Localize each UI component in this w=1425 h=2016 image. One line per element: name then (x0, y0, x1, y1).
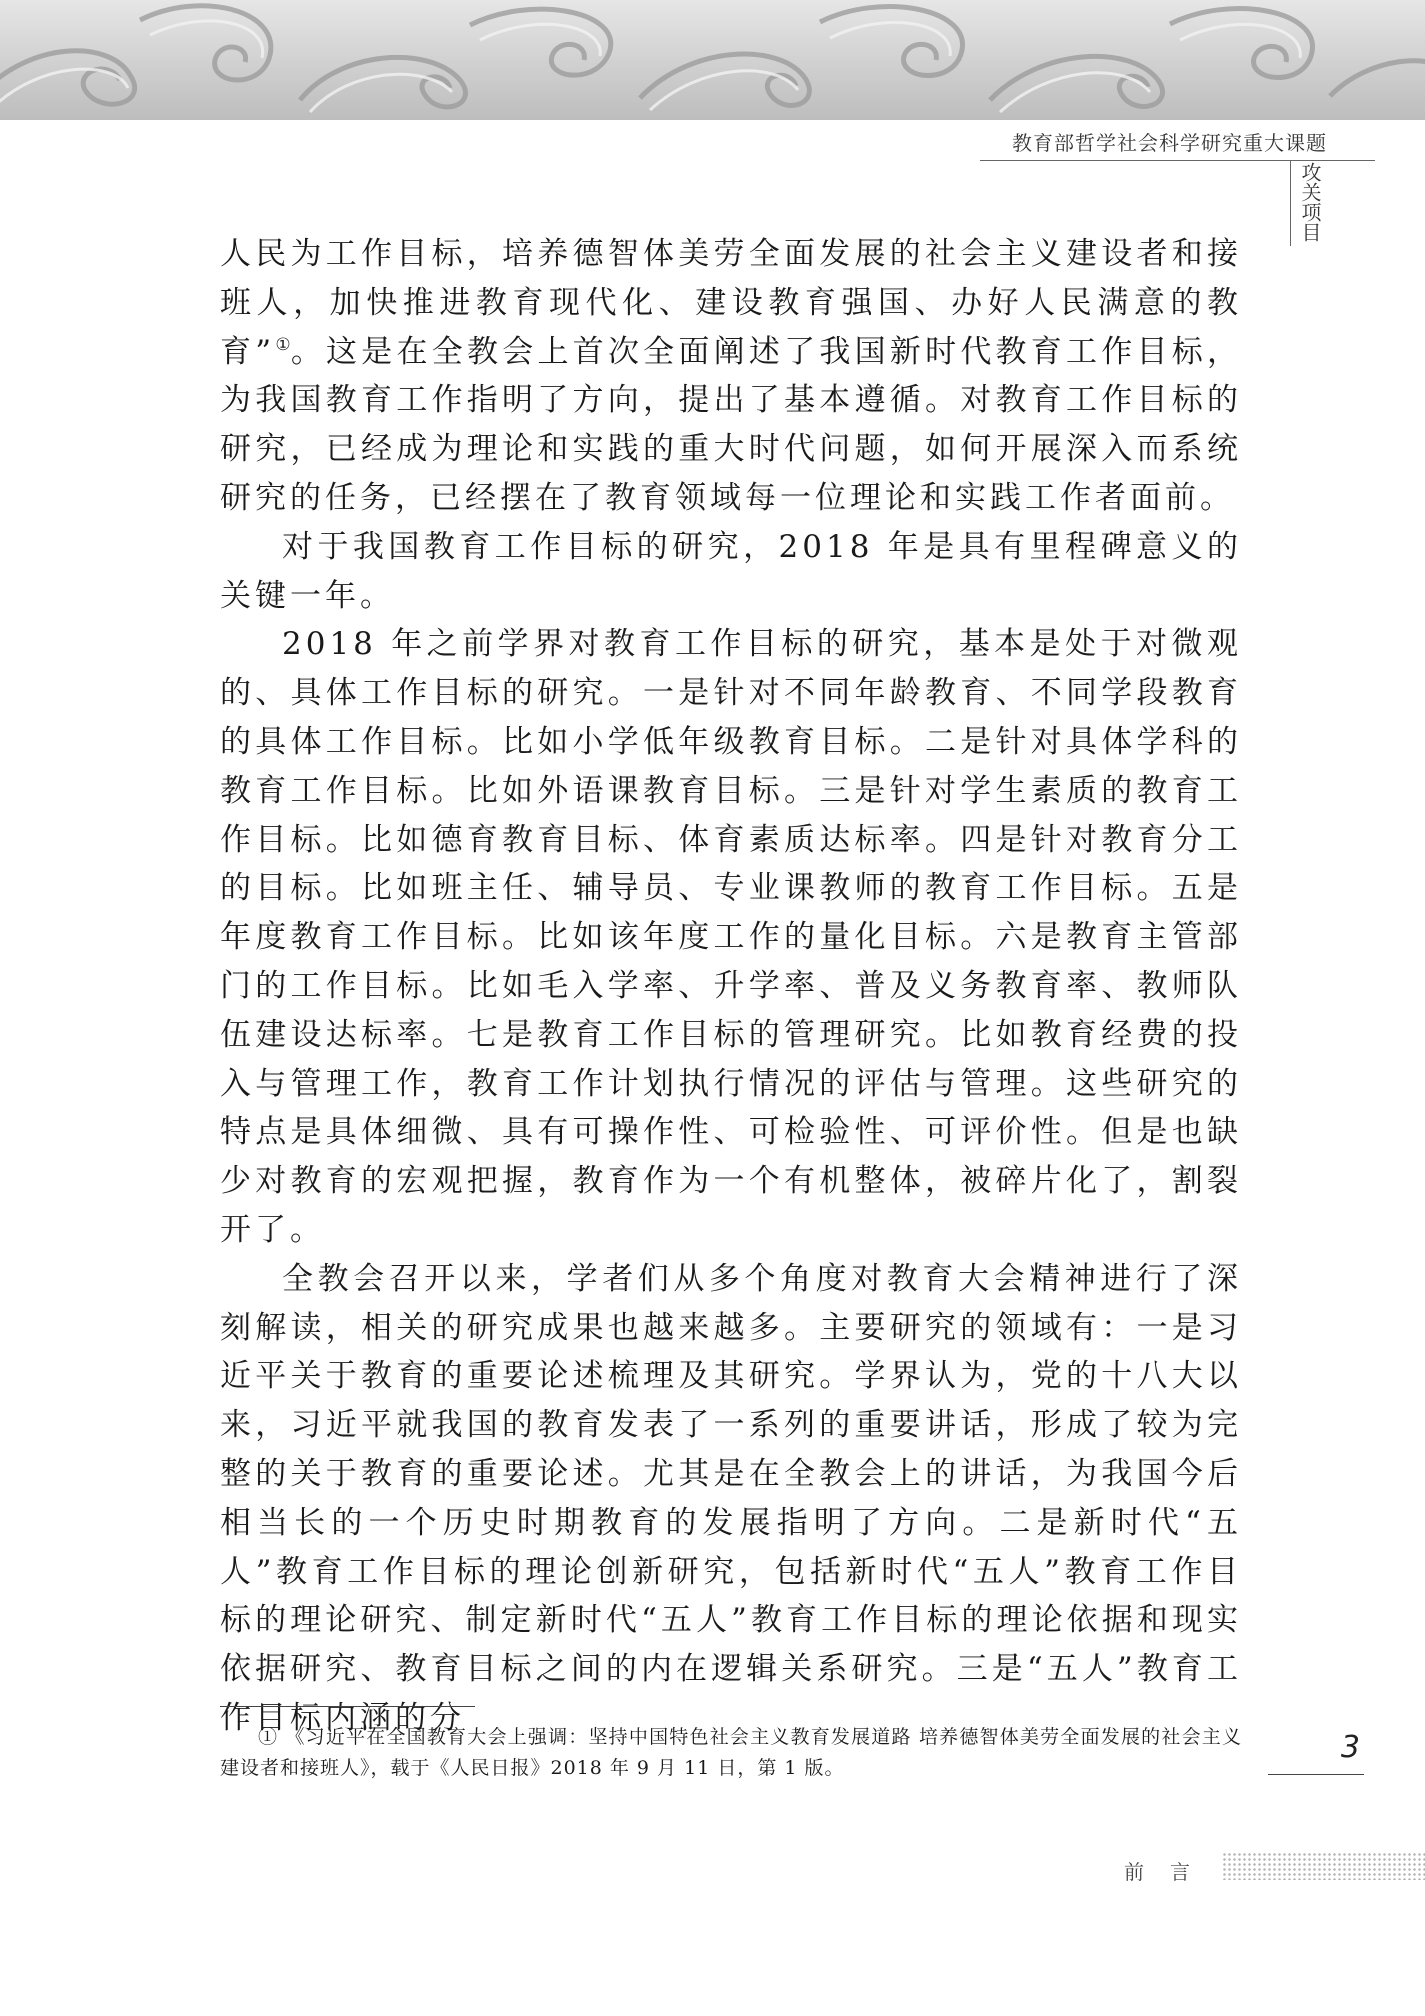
footnote-mark[interactable]: ① (275, 334, 291, 355)
section-label: 前言 (1124, 1860, 1216, 1884)
series-title: 教育部哲学社会科学研究重大课题 (1012, 131, 1327, 155)
body-text (220, 230, 1242, 1743)
paragraph: 2018 年之前学界对教育工作目标的研究，基本是处于对微观的、具体工作目标的研究。一是针对不同年龄教育、不同学段教育的具体工作目标。比如小学低年级教育目标。二是针对具体学科的教育工作目标。比如外语课教育目标。三是针对学生素质的教育工作目标。比如德育教育目标、体育素质达标率。四是针对教育分工的目标。比如班主任、辅导员、专业课教师的教育工作目标。五是年度教育工作目标。比如该年度工作的量化目标。六是教育主管部门的工作目标。比如毛入学率、升学率、普及义务教育率、教师队伍建设达标率。七是教育工作目标的管理研究。比如教育经费的投入与管理工作，教育工作计划执行情况的评估与管理。这些研究的特点是具体细微、具有可操作性、可检验性、可评价性。但是也缺少对教育的宏观把握，教育作为一个有机整体，被碎片化了，割裂开了。 (220, 626, 1242, 1248)
vertical-tag-box (1290, 160, 1325, 246)
paragraph: 全教会召开以来，学者们从多个角度对教育大会精神进行了深刻解读，相关的研究成果也越来越多。主要研究的领域有：一是习近平关于教育的重要论述梳理及其研究。学界认为，党的十八大以来，习近平就我国的教育发表了一系列的重要讲话，形成了较为完整的关于教育的重要论述。尤其是在全教会上的讲话，为我国今后相当长的一个历史时期教育的发展指明了方向。二是新时代“五人”教育工作目标的理论创新研究，包括新时代“五人”教育工作目标的理论研究、制定新时代“五人”教育工作目标的理论依据和现实依据研究、教育目标之间的内在逻辑关系研究。三是“五人”教育工作目标内涵的分 (220, 1260, 1242, 1736)
page-number-rule (1268, 1774, 1364, 1775)
cloud-pattern-icon (0, 0, 1425, 120)
paragraph-text: 。这是在全教会上首次全面阐述了我国新时代教育工作目标，为我国教育工作指明了方向，提出了基本遵循。对教育工作目标的研究，已经成为理论和实践的重大时代问题，如何开展深入而系统研究的任务，已经摆在了教育领域每一位理论和实践工作者面前。 (220, 333, 1242, 516)
paragraph-text: 人民为工作目标，培养德智体美劳全面发展的社会主义建设者和接班人，加快推进教育现代化、建设教育强国、办好人民满意的教育” (220, 236, 1242, 370)
vertical-tag: 攻关项目 (1298, 162, 1322, 242)
footnote (220, 1722, 1242, 1784)
footnote-text: ① 《习近平在全国教育大会上强调：坚持中国特色社会主义教育发展道路 培养德智体美劳全面发展的社会主义建设者和接班人》，载于《人民日报》2018 年 9 月 11 日，第 1 版。 (220, 1726, 1242, 1779)
paragraph (220, 230, 1242, 523)
header-banner (0, 0, 1425, 120)
footnote-rule (220, 1706, 475, 1707)
page-number: 3 (1340, 1730, 1360, 1765)
dot-pattern-icon (1222, 1852, 1425, 1880)
paragraph: 对于我国教育工作目标的研究，2018 年是具有里程碑意义的关键一年。 (220, 528, 1242, 614)
